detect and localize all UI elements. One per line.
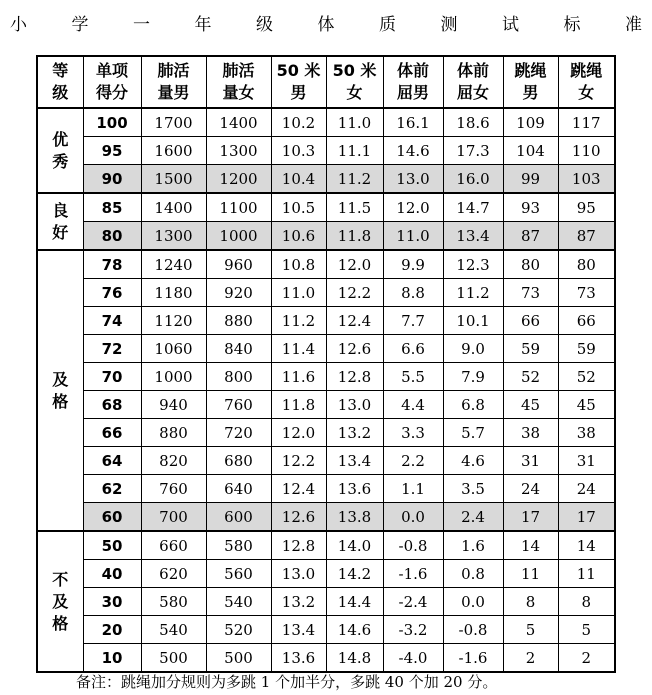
column-header: 体前 屈男 [383,56,443,108]
value-cell: 14.8 [326,644,383,673]
value-cell: 87 [558,222,615,251]
column-header: 50 米 女 [326,56,383,108]
value-cell: 540 [206,588,271,616]
title-char: 级 [256,14,273,35]
value-cell: 11.6 [271,363,326,391]
column-header: 跳绳 男 [503,56,558,108]
value-cell: 10.2 [271,108,326,137]
value-cell: 12.8 [326,363,383,391]
value-cell: 580 [141,588,206,616]
value-cell: 11 [503,560,558,588]
value-cell: 13.6 [271,644,326,673]
table-row [37,560,615,588]
value-cell: 500 [141,644,206,673]
value-cell: -3.2 [383,616,443,644]
value-cell: 920 [206,279,271,307]
footnote: 备注：跳绳加分规则为多跳 1 个加半分，多跳 40 个加 20 分。 [76,673,498,691]
value-cell: 660 [141,531,206,560]
value-cell: 620 [141,560,206,588]
title-char: 质 [379,14,396,35]
value-cell: 16.1 [383,108,443,137]
score-cell: 85 [83,193,141,222]
value-cell: 10.5 [271,193,326,222]
value-cell: 109 [503,108,558,137]
value-cell: 1600 [141,137,206,165]
value-cell: 17.3 [443,137,503,165]
score-cell: 90 [83,165,141,194]
header-row [37,56,615,108]
value-cell: 1060 [141,335,206,363]
value-cell: 12.4 [271,475,326,503]
table-row [37,137,615,165]
value-cell: 580 [206,531,271,560]
value-cell: 14 [503,531,558,560]
table-row [37,531,615,560]
grade-label: 及 格 [37,250,83,531]
title-char: 准 [625,14,642,35]
value-cell: 2 [503,644,558,673]
value-cell: 59 [503,335,558,363]
value-cell: 80 [503,250,558,279]
value-cell: 7.7 [383,307,443,335]
column-header: 等 级 [37,56,83,108]
value-cell: 600 [206,503,271,532]
value-cell: 11.0 [383,222,443,251]
score-cell: 40 [83,560,141,588]
title-char: 小 [10,14,27,35]
table-row [37,165,615,194]
value-cell: 11.8 [271,391,326,419]
value-cell: 99 [503,165,558,194]
value-cell: 13.4 [326,447,383,475]
value-cell: 9.9 [383,250,443,279]
score-cell: 76 [83,279,141,307]
table-row [37,475,615,503]
value-cell: 1400 [206,108,271,137]
value-cell: 80 [558,250,615,279]
value-cell: 73 [503,279,558,307]
value-cell: 10.4 [271,165,326,194]
table-row [37,503,615,532]
value-cell: 560 [206,560,271,588]
value-cell: 11.5 [326,193,383,222]
value-cell: 11 [558,560,615,588]
value-cell: 45 [558,391,615,419]
value-cell: 2.4 [443,503,503,532]
value-cell: 12.3 [443,250,503,279]
value-cell: 3.3 [383,419,443,447]
value-cell: 1120 [141,307,206,335]
value-cell: 14 [558,531,615,560]
value-cell: 6.8 [443,391,503,419]
table-row [37,279,615,307]
score-cell: 72 [83,335,141,363]
value-cell: 13.0 [383,165,443,194]
table-row [37,391,615,419]
value-cell: 38 [558,419,615,447]
value-cell: 1100 [206,193,271,222]
value-cell: 680 [206,447,271,475]
table-row [37,447,615,475]
table-row [37,307,615,335]
value-cell: 1700 [141,108,206,137]
column-header: 50 米 男 [271,56,326,108]
value-cell: 10.1 [443,307,503,335]
score-cell: 60 [83,503,141,532]
value-cell: 540 [141,616,206,644]
value-cell: 1000 [141,363,206,391]
value-cell: 880 [206,307,271,335]
value-cell: -0.8 [383,531,443,560]
value-cell: 9.0 [443,335,503,363]
value-cell: 5 [558,616,615,644]
table-body [37,108,615,672]
value-cell: 14.6 [326,616,383,644]
value-cell: -1.6 [443,644,503,673]
title-char: 标 [563,14,581,35]
value-cell: 840 [206,335,271,363]
score-cell: 20 [83,616,141,644]
value-cell: 52 [503,363,558,391]
value-cell: 0.0 [383,503,443,532]
value-cell: 11.2 [326,165,383,194]
value-cell: 1.6 [443,531,503,560]
value-cell: 13.8 [326,503,383,532]
value-cell: 17 [558,503,615,532]
value-cell: 520 [206,616,271,644]
table-row [37,644,615,673]
title-char: 测 [440,14,458,35]
value-cell: 59 [558,335,615,363]
value-cell: 640 [206,475,271,503]
score-cell: 100 [83,108,141,137]
value-cell: 11.4 [271,335,326,363]
value-cell: 12.0 [326,250,383,279]
value-cell: 720 [206,419,271,447]
title-char: 学 [71,14,89,35]
value-cell: 13.6 [326,475,383,503]
value-cell: 1500 [141,165,206,194]
title-char: 一 [133,14,150,35]
score-cell: 78 [83,250,141,279]
value-cell: 12.2 [326,279,383,307]
score-cell: 66 [83,419,141,447]
value-cell: -1.6 [383,560,443,588]
value-cell: 11.0 [271,279,326,307]
score-cell: 64 [83,447,141,475]
score-cell: 10 [83,644,141,673]
value-cell: 4.4 [383,391,443,419]
value-cell: 13.0 [326,391,383,419]
score-cell: 62 [83,475,141,503]
value-cell: 12.2 [271,447,326,475]
value-cell: 14.0 [326,531,383,560]
value-cell: 11.2 [271,307,326,335]
column-header: 跳绳 女 [558,56,615,108]
value-cell: 8 [503,588,558,616]
value-cell: 11.2 [443,279,503,307]
value-cell: 5.7 [443,419,503,447]
value-cell: 10.6 [271,222,326,251]
value-cell: 12.0 [383,193,443,222]
value-cell: 66 [558,307,615,335]
value-cell: 14.2 [326,560,383,588]
value-cell: 8 [558,588,615,616]
value-cell: 73 [558,279,615,307]
value-cell: 4.6 [443,447,503,475]
score-cell: 30 [83,588,141,616]
value-cell: 1180 [141,279,206,307]
column-header: 肺活 量男 [141,56,206,108]
value-cell: 760 [141,475,206,503]
value-cell: 11.8 [326,222,383,251]
value-cell: -2.4 [383,588,443,616]
value-cell: 1200 [206,165,271,194]
value-cell: 12.6 [326,335,383,363]
table-row [37,222,615,251]
value-cell: 110 [558,137,615,165]
value-cell: 13.4 [443,222,503,251]
value-cell: 10.8 [271,250,326,279]
score-cell: 70 [83,363,141,391]
grade-label: 良 好 [37,193,83,250]
value-cell: 95 [558,193,615,222]
value-cell: 93 [503,193,558,222]
table-row [37,108,615,137]
value-cell: 7.9 [443,363,503,391]
value-cell: 13.0 [271,560,326,588]
title-char: 试 [502,14,519,35]
score-cell: 50 [83,531,141,560]
value-cell: 800 [206,363,271,391]
value-cell: 1300 [141,222,206,251]
value-cell: 14.7 [443,193,503,222]
value-cell: 940 [141,391,206,419]
value-cell: 16.0 [443,165,503,194]
value-cell: 3.5 [443,475,503,503]
value-cell: 14.6 [383,137,443,165]
table-row [37,335,615,363]
value-cell: 820 [141,447,206,475]
value-cell: 31 [558,447,615,475]
value-cell: 12.6 [271,503,326,532]
fitness-standard-table [36,55,616,673]
score-cell: 95 [83,137,141,165]
value-cell: 1400 [141,193,206,222]
value-cell: 5 [503,616,558,644]
value-cell: 6.6 [383,335,443,363]
column-header: 单项 得分 [83,56,141,108]
table-row [37,588,615,616]
value-cell: 8.8 [383,279,443,307]
score-cell: 80 [83,222,141,251]
value-cell: 12.4 [326,307,383,335]
value-cell: 13.2 [326,419,383,447]
value-cell: 960 [206,250,271,279]
value-cell: 12.8 [271,531,326,560]
value-cell: 13.4 [271,616,326,644]
column-header: 肺活 量女 [206,56,271,108]
value-cell: 24 [503,475,558,503]
value-cell: 700 [141,503,206,532]
value-cell: 117 [558,108,615,137]
value-cell: 24 [558,475,615,503]
value-cell: 2 [558,644,615,673]
value-cell: 14.4 [326,588,383,616]
value-cell: 18.6 [443,108,503,137]
value-cell: 38 [503,419,558,447]
value-cell: 1240 [141,250,206,279]
page-title [10,8,642,36]
table-row [37,616,615,644]
value-cell: 66 [503,307,558,335]
value-cell: 880 [141,419,206,447]
score-cell: 74 [83,307,141,335]
value-cell: 17 [503,503,558,532]
table-row [37,250,615,279]
value-cell: 10.3 [271,137,326,165]
value-cell: 5.5 [383,363,443,391]
value-cell: 0.0 [443,588,503,616]
value-cell: 45 [503,391,558,419]
title-char: 年 [194,14,212,35]
value-cell: 1300 [206,137,271,165]
value-cell: 0.8 [443,560,503,588]
grade-label: 不 及 格 [37,531,83,672]
value-cell: -0.8 [443,616,503,644]
value-cell: 2.2 [383,447,443,475]
value-cell: 11.0 [326,108,383,137]
value-cell: 103 [558,165,615,194]
title-char: 体 [317,14,335,35]
value-cell: 104 [503,137,558,165]
table-row [37,193,615,222]
score-cell: 68 [83,391,141,419]
column-header: 体前 屈女 [443,56,503,108]
value-cell: 31 [503,447,558,475]
value-cell: 1.1 [383,475,443,503]
value-cell: 1000 [206,222,271,251]
table-row [37,419,615,447]
value-cell: 13.2 [271,588,326,616]
value-cell: 52 [558,363,615,391]
value-cell: 760 [206,391,271,419]
value-cell: 87 [503,222,558,251]
value-cell: 11.1 [326,137,383,165]
value-cell: -4.0 [383,644,443,673]
value-cell: 500 [206,644,271,673]
value-cell: 12.0 [271,419,326,447]
grade-label: 优 秀 [37,108,83,193]
table-row [37,363,615,391]
